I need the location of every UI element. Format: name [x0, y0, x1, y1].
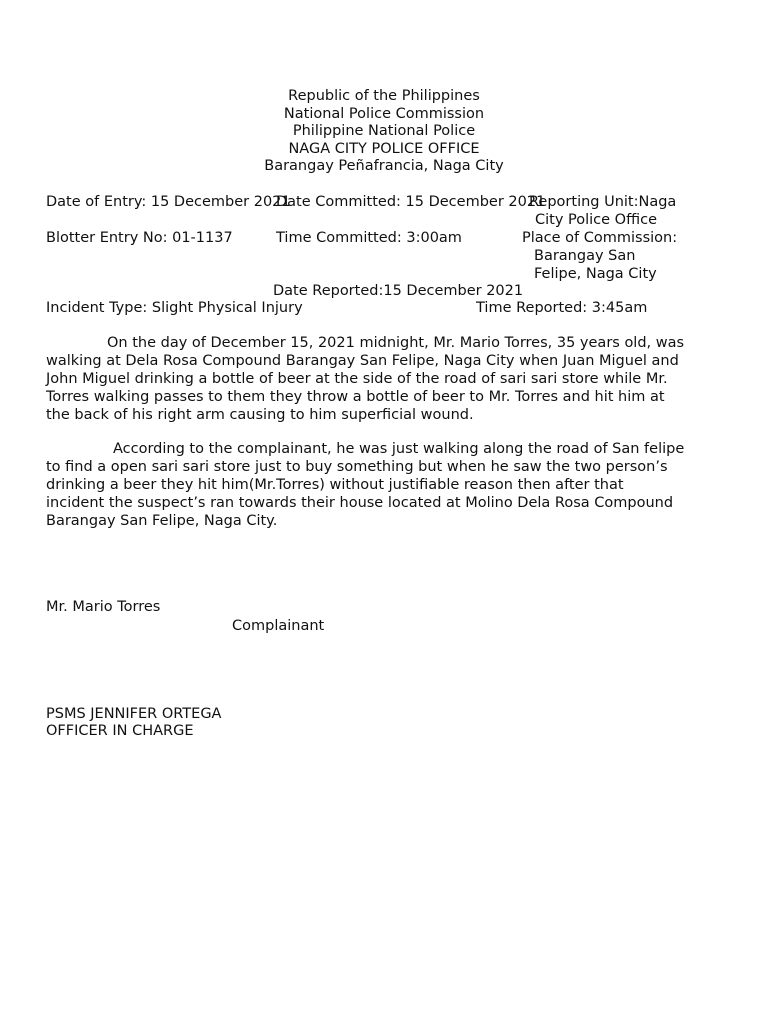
date-of-entry: Date of Entry: 15 December 2021: [46, 194, 291, 210]
place-of-commission: [522, 229, 677, 283]
header-republic: Republic of the Philippines: [288, 88, 480, 104]
document-header: [0, 88, 768, 176]
time-reported: Time Reported: 3:45am: [476, 300, 648, 316]
officer-title: OFFICER IN CHARGE: [46, 723, 194, 739]
narrative-paragraph-1: On the day of December 15, 2021 midnight, Mr. Mario Torres, 35 years old, was walking at Dela Rosa Compound Barangay San Felipe, Naga City when Juan Miguel and John Miguel drinking a bottle of beer at the side of the road of sari sari store while Mr. Torres walking passes to them they throw a bottle of beer to Mr. Torres and hit him at the back of his right arm causing to him superficial wound.: [46, 335, 685, 423]
header-pnp: Philippine National Police: [292, 123, 476, 139]
reporting-unit: [531, 193, 676, 229]
place-line3: Felipe, Naga City: [534, 266, 657, 282]
reporting-unit-line1: Reporting Unit:Naga: [529, 194, 677, 210]
incident-type: Incident Type: Slight Physical Injury: [46, 300, 303, 316]
time-committed: Time Committed: 3:00am: [276, 230, 462, 246]
header-napolcom: National Police Commission: [283, 105, 485, 122]
header-office: NAGA CITY POLICE OFFICE: [288, 140, 480, 157]
officer-name: PSMS JENNIFER ORTEGA: [46, 706, 222, 722]
header-address: Barangay Peñafrancia, Naga City: [264, 158, 504, 174]
date-committed: Date Committed: 15 December 2021: [276, 194, 546, 210]
blotter-entry-no: Blotter Entry No: 01-1137: [46, 230, 233, 246]
place-line1: Place of Commission:: [522, 230, 678, 246]
complainant-name: Mr. Mario Torres: [46, 599, 161, 615]
place-line2: Barangay San: [534, 248, 636, 264]
narrative-paragraph-2: According to the complainant, he was just walking along the road of San felipe to find a open sari sari store just to buy something but when he saw the two person’s drinking a beer they hit him(Mr.Torres) without justifiable reason then after that incident the suspect’s ran towards their house located at Molino Dela Rosa Compound Barangay San Felipe, Naga City.: [46, 441, 685, 529]
complainant-role: Complainant: [232, 618, 325, 634]
date-reported: Date Reported:15 December 2021: [273, 283, 524, 299]
reporting-unit-line2: City Police Office: [535, 212, 658, 228]
